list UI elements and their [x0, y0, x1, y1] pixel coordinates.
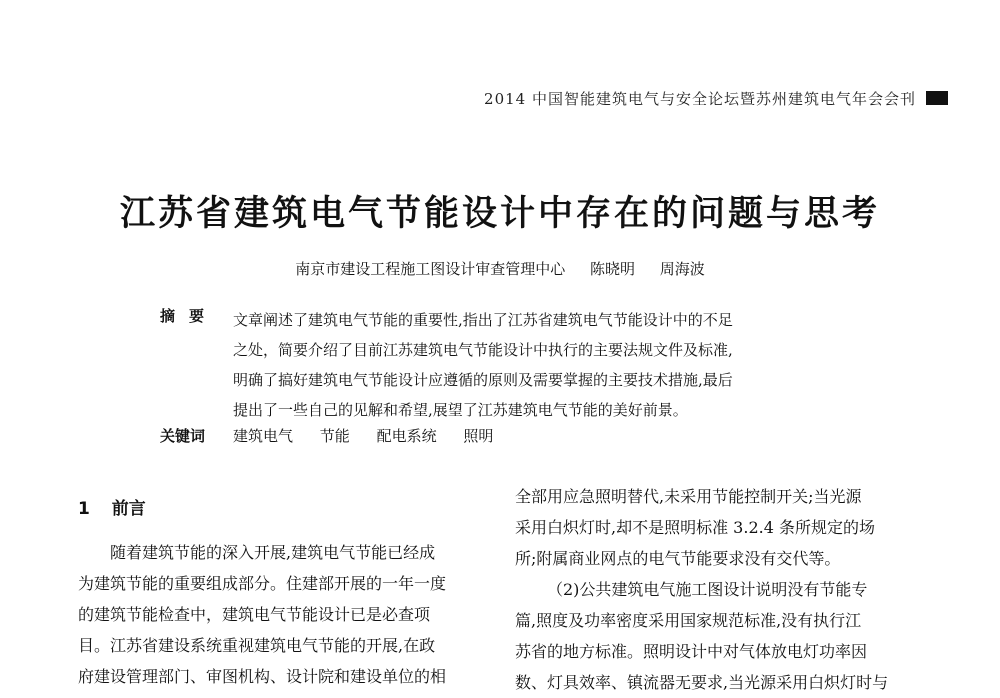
page-mark-icon [926, 91, 948, 105]
body-line: 篇,照度及功率密度采用国家规范标准,没有执行江 [515, 611, 862, 630]
keyword: 照明 [463, 427, 494, 445]
body-line: 苏省的地方标准。照明设计中对气体放电灯功率因 [515, 642, 868, 661]
abstract-body [233, 305, 733, 425]
abstract-line: 明确了搞好建筑电气节能设计应遵循的原则及需要掌握的主要技术措施,最后 [233, 371, 733, 389]
body-line: 目。江苏省建设系统重视建筑电气节能的开展,在政 [78, 636, 436, 655]
author-name: 陈晓明 [589, 260, 635, 278]
keyword: 建筑电气 [233, 427, 294, 445]
section-number: 1 [78, 499, 90, 519]
section-heading [78, 494, 146, 519]
body-line: 采用白炽灯时,却不是照明标准 3.2.4 条所规定的场 [515, 518, 875, 537]
body-line: 的建筑节能检查中，建筑电气节能设计已是必查项 [78, 605, 431, 624]
abstract-line: 提出了一些自己的见解和希望,展望了江苏建筑电气节能的美好前景。 [233, 401, 688, 419]
keywords-label: 关键词 [160, 427, 206, 445]
running-head [484, 88, 948, 109]
body-line: 数、灯具效率、镇流器无要求,当光源采用白炽灯时与 [515, 673, 889, 692]
section-title: 前言 [111, 499, 146, 519]
body-line: 全部用应急照明替代,未采用节能控制开关;当光源 [515, 487, 862, 506]
keyword: 配电系统 [376, 427, 437, 445]
author-name: 周海波 [659, 260, 705, 278]
author-line [0, 258, 1000, 279]
abstract-line: 文章阐述了建筑电气节能的重要性,指出了江苏省建筑电气节能设计中的不足 [233, 311, 733, 329]
abstract-label: 摘要 [160, 307, 219, 325]
author-affiliation: 南京市建设工程施工图设计审查管理中心 [295, 260, 566, 278]
running-head-text: 2014 中国智能建筑电气与安全论坛暨苏州建筑电气年会会刊 [484, 90, 916, 108]
abstract-line: 之处，简要介绍了目前江苏建筑电气节能设计中执行的主要法规文件及标准, [233, 341, 733, 359]
body-line: 为建筑节能的重要组成部分。住建部开展的一年一度 [78, 574, 447, 593]
body-line: 府建设管理部门、审图机构、设计院和建设单位的相 [78, 667, 447, 686]
body-line: 所;附属商业网点的电气节能要求没有交代等。 [515, 549, 841, 568]
right-column [515, 481, 888, 698]
body-line: （2)公共建筑电气施工图设计说明没有节能专 [547, 580, 868, 599]
body-line: 随着建筑节能的深入开展,建筑电气节能已经成 [110, 543, 436, 562]
keyword: 节能 [319, 427, 350, 445]
keywords-list [233, 425, 515, 446]
page-title: 江苏省建筑电气节能设计中存在的问题与思考 [119, 194, 880, 234]
left-column [78, 537, 446, 692]
